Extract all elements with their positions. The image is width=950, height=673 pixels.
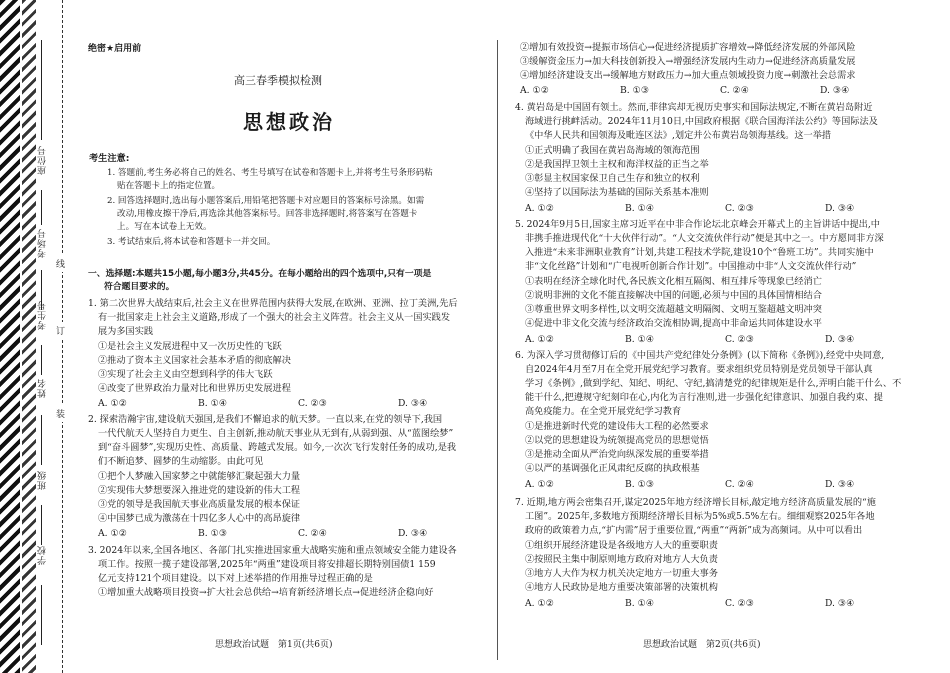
- option-b[interactable]: B. ①④: [625, 334, 655, 345]
- q2-item: ④中国梦已成为激荡在十四亿多人心中的高昂旋律: [98, 513, 301, 524]
- seat-label: 座位号: [38, 145, 48, 175]
- option-b[interactable]: B. ①③: [620, 85, 650, 96]
- q5-item: ③尊重世界文明多样性,以文明交流超越文明隔阂、文明互鉴超越文明冲突: [525, 304, 822, 315]
- q4-item: ④坚持了以国际法为基础的国际关系基本准则: [525, 187, 709, 198]
- subject-title: 思想政治: [243, 110, 335, 134]
- notice-line: 1. 答题前,考生务必将自己的姓名、考生号填写在试卷和答题卡上,并将考生号条形码粘: [107, 168, 433, 178]
- q7-stem: 工图”。2025年,多数地方预期经济增长目标为5%或5.5%左右。细细观察2025年各地: [525, 511, 875, 522]
- q1-item: ①是社会主义发展进程中又一次历史性的飞跃: [98, 341, 282, 352]
- q5-item: ②说明非洲的文化不能直接解决中国的问题,必须与中国的具体国情相结合: [525, 290, 822, 301]
- q6-item: ③是推动全面从严治党向纵深发展的重要举措: [525, 449, 709, 460]
- section-heading-cont: 符合题目要求的。: [104, 282, 175, 292]
- option-a[interactable]: A. ①②: [525, 479, 554, 490]
- q7-item: ④地方人民政协是地方重要决策部署的决策机构: [525, 582, 718, 593]
- option-d[interactable]: D. ③④: [398, 398, 428, 409]
- q6-stem: 能干什么,把遵规守纪刻印在心,内化为言行准则,进一步强化纪律意识、加强自我约束、提: [525, 392, 883, 403]
- option-d[interactable]: D. ③④: [398, 528, 428, 539]
- q2-item: ②实现伟大梦想要深入推进党的建设新的伟大工程: [98, 485, 301, 496]
- option-d[interactable]: D. ③④: [825, 203, 855, 214]
- notice-title: 考生注意:: [89, 153, 130, 164]
- q4-item: ①正式明确了我国在黄岩岛海域的领海范围: [525, 145, 700, 156]
- q5-stem: 非携手推进现代化“十大伙伴行动”。“人文交流伙伴行动”便是其中之一。中方愿同非方深: [525, 233, 884, 244]
- q6-stem: 高免疫能力。在全党开展党纪学习教育: [525, 406, 682, 417]
- cut-mark-ding: 订: [56, 322, 65, 339]
- exam-no-label: 考生号: [38, 300, 48, 330]
- q4-item: ③彰显主权国家保卫自己生存和独立的权利: [525, 173, 700, 184]
- q3-stem: 3. 2024年以来,全国各地区、各部门扎实推进国家重大战略实施和重点领域安全能力建设各: [88, 545, 457, 556]
- q1-item: ④改变了世界政治力量对比和世界历史发展进程: [98, 383, 291, 394]
- q3-stem: 项工作。按照一揽子建设部署,2025年“两重”建设项目将安排超长期特别国债1 159: [98, 559, 436, 570]
- option-c[interactable]: C. ②③: [725, 203, 755, 214]
- barcode-stripes: [0, 0, 20, 673]
- q4-stem: 海域进行挑衅活动。2024年11月10日,中国政府根据《联合国海洋法公约》等国际法及: [525, 116, 878, 127]
- section-heading: 一、选择题:本题共15小题,每小题3分,共45分。在每小题给出的四个选项中,只有一项是: [88, 269, 432, 279]
- q6-stem: 自2024年4月至7月在全党开展党纪学习教育。要求组织党员特别是党员领导干部认真: [525, 364, 873, 375]
- q6-item: ①是推进新时代党的建设伟大工程的必然要求: [525, 421, 709, 432]
- option-a[interactable]: A. ①②: [98, 398, 127, 409]
- option-b[interactable]: B. ①③: [198, 528, 228, 539]
- q5-stem: 5. 2024年9月5日,国家主席习近平在中非合作论坛北京峰会开幕式上的主旨讲话中提出,中: [515, 219, 880, 230]
- option-c[interactable]: C. ②④: [298, 528, 328, 539]
- q1-item: ②推动了资本主义国家社会基本矛盾的彻底解决: [98, 355, 291, 366]
- binding-margin: [0, 0, 78, 673]
- option-d[interactable]: D. ③④: [825, 479, 855, 490]
- option-b[interactable]: B. ①④: [625, 598, 655, 609]
- q7-stem: 政府的政策着力点,“扩内需”居于重要位置,“两重”“两新”成为高频词。从中可以看出: [525, 525, 863, 536]
- q3-item: ③缓解资金压力→加大科技创新投入→增强经济发展内生动力→促进经济高质量发展: [520, 56, 856, 67]
- q1-stem: 展为多国实践: [98, 326, 154, 337]
- class-label: 班级: [38, 470, 48, 490]
- q5-stem: 非“文化丝路”计划和“广电视听创新合作计划”。中国推动中非“人文交流伙伴行动”: [525, 261, 857, 272]
- notice-line: 2. 回答选择题时,选出每小题答案后,用铅笔把答题卡对应题目的答案标号涂黑。如需: [107, 196, 425, 206]
- q6-stem: 学习《条例》,做到学纪、知纪、明纪、守纪,搞清楚党的纪律规矩是什么,弄明白能干什么、不: [525, 378, 902, 389]
- q1-stem: 有一批国家走上社会主义道路,形成了一个强大的社会主义阵营。社会主义从一国实践发: [98, 312, 451, 323]
- option-c[interactable]: C. ②④: [720, 85, 750, 96]
- notice-line: 贴在答题卡上的指定位置。: [117, 181, 221, 191]
- q5-stem: 入推进“未来非洲职业教育”计划,共建工程技术学院,建设10个“鲁班工坊”。共同实施中: [525, 247, 874, 258]
- q7-item: ①组织开展经济建设是各级地方人大的重要职责: [525, 540, 718, 551]
- option-a[interactable]: A. ①②: [98, 528, 127, 539]
- q2-stem: 一代代航天人坚持自力更生、自主创新,推动航天事业从无到有,从弱到强、从“蓝图绘梦”: [98, 428, 454, 439]
- notice-line: 上。写在本试卷上无效。: [117, 222, 212, 232]
- q6-item: ④以严的基调强化正风肃纪反腐的执政根基: [525, 463, 700, 474]
- q2-stem: 到“奋斗圆梦”,实现历史性、高质量、跨越式发展。如今,一次次飞行发射任务的成功,是我: [98, 442, 457, 453]
- confidential-mark: 绝密★启用前: [88, 44, 142, 54]
- q5-item: ①表明在经济全球化时代,各民族文化相互隔阂、相互排斥等现象已经消亡: [525, 276, 822, 287]
- cut-mark-zhuang: 装: [56, 405, 65, 422]
- q4-item: ②是我国捍卫领土主权和海洋权益的正当之举: [525, 159, 709, 170]
- q6-item: ②以党的思想建设为统领提高党员的思想觉悟: [525, 435, 709, 446]
- option-c[interactable]: C. ②③: [298, 398, 328, 409]
- q3-item: ④增加经济建设支出→缓解地方财政压力→加大重点领域投资力度→刺激社会总需求: [520, 70, 856, 81]
- q2-stem: 2. 探索浩瀚宇宙,建设航天强国,是我们不懈追求的航天梦。一直以来,在党的领导下,我国: [88, 414, 443, 425]
- q1-stem: 1. 第二次世界大战结束后,社会主义在世界范围内获得大发展,在欧洲、亚洲、拉丁美洲,先后: [88, 298, 458, 309]
- option-d[interactable]: D. ③④: [820, 85, 850, 96]
- option-b[interactable]: B. ①③: [625, 479, 655, 490]
- page-divider: [497, 40, 498, 660]
- q4-stem: 4. 黄岩岛是中国固有领土。然而,菲律宾却无视历史事实和国际法规定,不断在黄岩岛附近: [515, 102, 873, 113]
- option-a[interactable]: A. ①②: [525, 598, 554, 609]
- footer-left: 思想政治试题 第1页(共6页): [215, 640, 333, 650]
- q6-stem: 6. 为深入学习贯彻修订后的《中国共产党纪律处分条例》(以下简称《条例》),经党中央同意,: [515, 350, 885, 361]
- name-label: 姓名: [38, 378, 48, 398]
- option-c[interactable]: C. ②④: [725, 479, 755, 490]
- notice-line: 改动,用橡皮擦干净后,再选涂其他答案标号。回答非选择题时,将答案写在答题卡: [117, 209, 418, 219]
- option-a[interactable]: A. ①②: [525, 203, 554, 214]
- q2-item: ③党的领导是我国航天事业高质量发展的根本保证: [98, 499, 301, 510]
- q5-item: ④促进中非文化交流与经济政治交流相协调,提高中非命运共同体建设水平: [525, 318, 822, 329]
- footer-right: 思想政治试题 第2页(共6页): [643, 640, 761, 650]
- q3-item: ①增加重大战略项目投资→扩大社会总供给→培育新经济增长点→促进经济企稳向好: [98, 587, 434, 598]
- q2-stem: 们不断追梦、圆梦的生动缩影。由此可见: [98, 456, 264, 467]
- option-c[interactable]: C. ②③: [725, 334, 755, 345]
- q4-stem: 《中华人民共和国领海及毗连区法》,划定并公布黄岩岛领海基线。这一举措: [525, 130, 832, 141]
- q7-stem: 7. 近期,地方两会密集召开,谋定2025年地方经济增长目标,敲定地方经济高质量发展的“施: [515, 497, 876, 508]
- q7-item: ②按照民主集中制原则地方政府对地方人大负责: [525, 554, 718, 565]
- option-a[interactable]: A. ①②: [520, 85, 549, 96]
- q3-stem: 亿元支持121个项目建设。以下对上述举措的作用推导过程正确的是: [98, 573, 373, 584]
- q3-item: ②增加有效投资→提振市场信心→促进经济提质扩容增效→降低经济发展的外部风险: [520, 42, 856, 53]
- barcode-stripes-inner: [22, 0, 36, 673]
- q2-item: ①把个人梦融入国家梦之中就能够汇聚起强大力量: [98, 471, 301, 482]
- exam-room-label: 考场号: [38, 228, 48, 258]
- option-c[interactable]: C. ②③: [725, 598, 755, 609]
- option-d[interactable]: D. ③④: [825, 598, 855, 609]
- exam-title: 高三春季模拟检测: [234, 74, 322, 87]
- option-a[interactable]: A. ①②: [525, 334, 554, 345]
- option-b[interactable]: B. ①④: [625, 203, 655, 214]
- school-label: 学校: [38, 545, 48, 565]
- q7-item: ③地方人大作为权力机关决定地方一切重大事务: [525, 568, 718, 579]
- cut-mark-xian: 线: [56, 255, 65, 272]
- option-b[interactable]: B. ①④: [198, 398, 228, 409]
- q1-item: ③实现了社会主义由空想到科学的伟大飞跃: [98, 369, 273, 380]
- option-d[interactable]: D. ③④: [825, 334, 855, 345]
- notice-line: 3. 考试结束后,将本试卷和答题卡一并交回。: [107, 237, 276, 247]
